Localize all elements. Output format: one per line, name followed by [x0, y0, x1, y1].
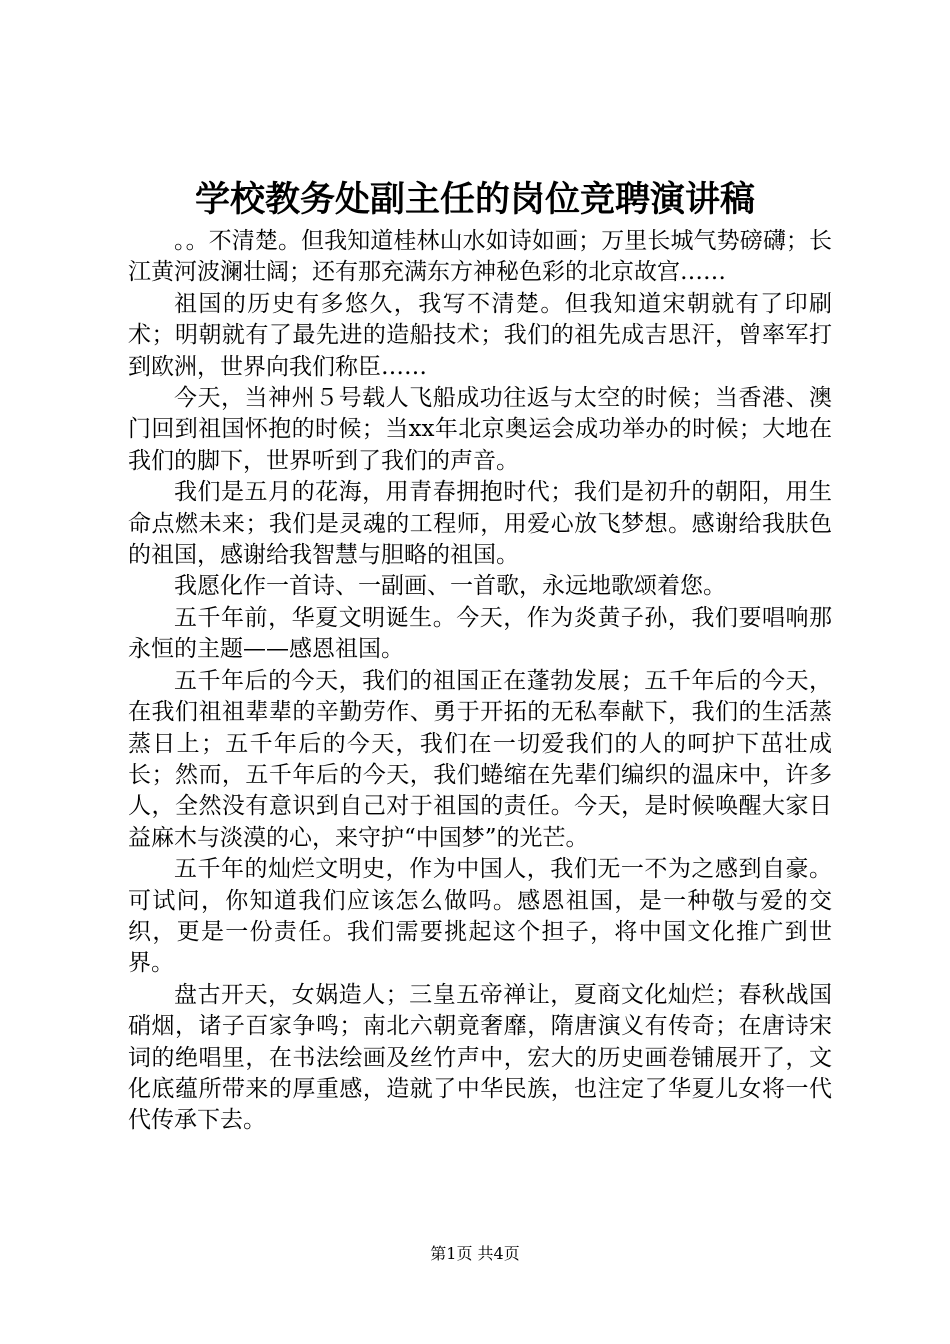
paragraph: 我愿化作一首诗、一副画、一首歌，永远地歌颂着您。: [174, 573, 726, 600]
paragraph: 五千年后的今天，我们的祖国正在蓬勃发展；五千年后的今天，在我们祖祖辈辈的辛勤劳作、勇于开拓的无私奉献下，我们的生活蒸蒸日上；五千年后的今天，我们在一切爱我们的人的呵护下茁壮成长；然而，五千年后的今天，我们蜷缩在先辈们编织的温床中，许多人，全然没有意识到自己对于祖国的责任。今天，是时候唤醒大家日益麻木与淡漠的心，来守护“中国梦”的光芒。: [128, 667, 832, 851]
page-title: 学校教务处副主任的岗位竞聘演讲稿: [194, 179, 755, 220]
document-body: [128, 226, 832, 1137]
page-footer: 第1页 共4页: [430, 1244, 520, 1263]
paragraph: 今天，当神州５号载人飞船成功往返与太空的时候；当香港、澳门回到祖国怀抱的时候；当xx年北京奥运会成功举办的时候；大地在我们的脚下，世界听到了我们的声音。: [128, 385, 832, 474]
paragraph: 五千年前，华夏文明诞生。今天，作为炎黄子孙，我们要唱响那永恒的主题——感恩祖国。: [128, 604, 832, 663]
paragraph: 盘古开天，女娲造人；三皇五帝禅让，夏商文化灿烂；春秋战国硝烟，诸子百家争鸣；南北六朝竟奢靡，隋唐演义有传奇；在唐诗宋词的绝唱里，在书法绘画及丝竹声中，宏大的历史画卷铺展开了，文化底蕴所带来的厚重感，造就了中华民族，也注定了华夏儿女将一代代传承下去。: [128, 981, 832, 1134]
paragraph: 我们是五月的花海，用青春拥抱时代；我们是初升的朝阳，用生命点燃未来；我们是灵魂的工程师，用爱心放飞梦想。感谢给我肤色的祖国，感谢给我智慧与胆略的祖国。: [128, 479, 832, 569]
paragraph: 祖国的历史有多悠久，我写不清楚。但我知道宋朝就有了印刷术；明朝就有了最先进的造船技术；我们的祖先成吉思汗，曾率军打到欧洲，世界向我们称臣……: [128, 290, 832, 380]
paragraph: 。。不清楚。但我知道桂林山水如诗如画；万里长城气势磅礴；长江黄河波澜壮阔；还有那充满东方神秘色彩的北京故宫……: [128, 228, 832, 286]
paragraph: 五千年的灿烂文明史，作为中国人，我们无一不为之感到自豪。可试问，你知道我们应该怎么做吗。感恩祖国，是一种敬与爱的交织，更是一份责任。我们需要挑起这个担子，将中国文化推广到世界。: [128, 856, 832, 977]
